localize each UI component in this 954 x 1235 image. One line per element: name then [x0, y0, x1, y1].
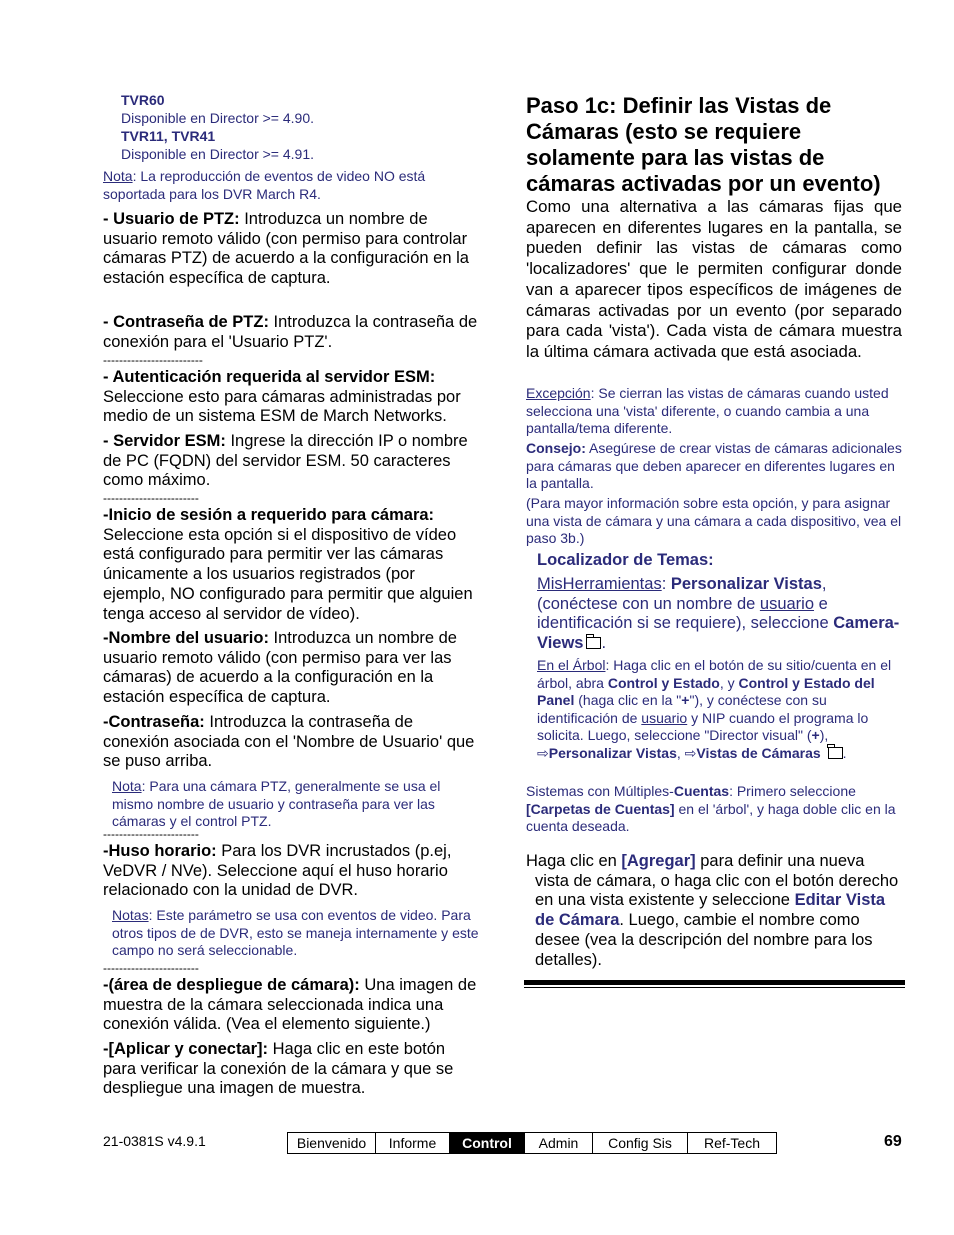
- user-link[interactable]: usuario: [759, 594, 815, 613]
- ptz-pass-item: - Contraseña de PTZ: Introduzca la contraseña de conexión para el 'Usuario PTZ'.: [103, 313, 478, 351]
- footer-nav: [287, 1132, 777, 1154]
- section-heading: Paso 1c: Definir las Vistas de Cámaras (esto se requiere solamente para las vistas de cámaras activadas por un evento): [526, 93, 881, 196]
- plus-label: +: [811, 727, 820, 743]
- plus-label: +: [681, 692, 690, 708]
- locator-path: MisHerramientas: Personalizar Vistas, (conéctese con un nombre de usuario e identificación si se requiere), seleccione Camera-Views .: [537, 575, 900, 653]
- note-r4: [103, 168, 473, 203]
- esm-auth-label: - Autenticación requerida al servidor ESM:: [103, 368, 436, 386]
- user-link[interactable]: usuario: [641, 709, 688, 726]
- separator: ------------------------: [103, 827, 199, 841]
- tree-text: (haga clic en la ": [574, 692, 682, 708]
- intro-paragraph: Como una alternativa a las cámaras fijas que aparecen en diferentes lugares en la pantalla, se pueden definir las vistas de cámaras como 'localizadores' que le permiten configurar donde van a aparecer tipos específicos de imágenes de cámaras activadas por un evento (por separado para cada 'vista'). Cada vista de cámara muestra la última cámara activada que está asociada.: [526, 197, 902, 361]
- exception-text: : Se cierran las vistas de cámaras cuando usted selecciona una 'vista' diferente, o cuando cambia a una pantalla/tema diferente.: [526, 385, 889, 436]
- tip-note: [526, 440, 902, 493]
- timezone-text: Para los DVR incrustados (p.ej, VeDVR / NVe). Seleccione aquí el huso horario relacionado con la unidad de DVR.: [103, 842, 452, 900]
- apply-label: [Aplicar y conectar]:: [108, 1040, 269, 1058]
- separator: -------------------------: [103, 353, 203, 367]
- note-label: Nota: [103, 168, 133, 184]
- tab-ref-tech[interactable]: Ref-Tech: [703, 1135, 761, 1151]
- exception-label: Excepción: [526, 385, 591, 401]
- password-label: Contraseña:: [108, 713, 205, 731]
- esm-auth-item: [103, 368, 481, 427]
- multi-account-note: [526, 783, 902, 836]
- timezone-item: -Huso horario: Para los DVR incrustados (p.ej, VeDVR / NVe). Seleccione aquí el huso horario relacionado con la unidad de DVR.: [103, 842, 452, 900]
- ptz-pass-text: Introduzca la contraseña de conexión para el 'Usuario PTZ'.: [103, 313, 478, 351]
- note-text: : La reproducción de eventos de video NO está soportada para los DVR March R4.: [103, 168, 426, 202]
- separator: ------------------------: [103, 961, 199, 975]
- apply-text: Haga clic en este botón para verificar la conexión de la cámara y que se despliegue una imagen de muestra.: [103, 1040, 454, 1098]
- display-area-label: (área de despliegue de cámara):: [108, 976, 360, 994]
- locator-title: Localizador de Temas:: [537, 551, 714, 569]
- folder-icon: [828, 747, 843, 759]
- tree-text: "), y conéctese con su identificación de: [537, 692, 827, 726]
- model-notes: [121, 92, 481, 163]
- page-number: 69: [884, 1133, 902, 1150]
- tip-text: Asegúrese de crear vistas de cámaras adicionales para cámaras que deben aparecer en diferentes lugares en la pantalla.: [526, 440, 902, 491]
- tip-label: Consejo:: [526, 440, 586, 456]
- tree-text: ),: [819, 727, 829, 743]
- tree-label: En el Árbol: [537, 657, 606, 673]
- divider: [524, 980, 905, 985]
- esm-server-text: Ingrese la dirección IP o nombre de PC (FQDN) del servidor ESM. 50 caracteres como máximo.: [103, 432, 468, 490]
- tree-instructions: En el Árbol: Haga clic en el botón de su sitio/cuenta en el árbol, abra Control y Estado, y Control y Estado del Panel (haga clic en la "+"), y conéctese con su identificación de usuario y NIP cuando el programa lo solicita. Luego, seleccione "Director visual" (+), ⇨Personalizar Vistas, ⇨Vistas de Cámaras .: [537, 657, 892, 761]
- custom-views-label: Personalizar Vistas: [670, 575, 822, 593]
- add-text: Haga clic en: [526, 852, 622, 870]
- note-ptz: [112, 778, 481, 831]
- custom-views-label: Personalizar Vistas: [548, 744, 677, 761]
- control-status-label: Control y Estado: [607, 674, 720, 691]
- note-timezone: [112, 907, 481, 960]
- add-text: para definir una nueva vista de cámara, o haga clic con el botón derecho en una vista existente y seleccione: [535, 852, 899, 910]
- ptz-user-item: - Usuario de PTZ: Introduzca un nombre de usuario remoto válido (con permiso para controlar cámaras PTZ) de acuerdo a la configuración en la estación específica de captura.: [103, 210, 469, 288]
- camera-views-label: Camera-Views: [537, 614, 900, 653]
- display-area-item: -(área de despliegue de cámara): Una imagen de muestra de la cámara seleccionada indica una conexión válida. (Vea el elemento siguiente.): [103, 976, 477, 1034]
- edit-view-label: Editar Vista de Cámara: [535, 891, 886, 930]
- tab-config-sis[interactable]: Config Sis: [593, 1133, 688, 1153]
- add-instructions: [526, 852, 902, 970]
- tvr11-note: Disponible en Director >= 4.91.: [121, 145, 314, 162]
- accounts-label: Cuentas: [673, 783, 730, 799]
- account-folders-label: [Carpetas de Cuentas]: [526, 800, 675, 817]
- note-text: : Este parámetro se usa con eventos de video. Para otros tipos de de DVR, esto se maneja internamente y este campo no será seleccionable.: [112, 907, 479, 958]
- tree-text: y NIP cuando el programa lo solicita. Luego, seleccione "Director visual" (: [537, 709, 869, 743]
- esm-auth-text: Seleccione esto para cámaras administradas por medio de un sistema ESM de March Networks.: [103, 387, 461, 426]
- folder-icon: [586, 637, 601, 649]
- locator-text: e identificación si se requiere), seleccione: [537, 594, 834, 633]
- note-label: Notas: [112, 907, 149, 923]
- tvr11-title: TVR11, TVR41: [121, 128, 216, 144]
- note-text: : Para una cámara PTZ, generalmente se usa el mismo nombre de usuario y contraseña para ver las cámaras y el control PTZ.: [112, 778, 441, 829]
- note-label: Nota: [112, 778, 142, 794]
- mytools-link[interactable]: MisHerramientas: [537, 575, 662, 593]
- multi-text: Sistemas con Múltiples-: [526, 783, 674, 799]
- tree-text: , y: [719, 674, 739, 691]
- login-label: Inicio de sesión a requerido para cámara:: [108, 506, 435, 524]
- login-text: Seleccione esta opción si el dispositivo de vídeo está configurado para permitir ver las cámaras únicamente a los usuarios registrados (por ejemplo, NO configurado para permitir que alguien tenga acceso al servidor de vídeo).: [103, 525, 473, 623]
- username-item: -Nombre del usuario: Introduzca un nombre de usuario remoto válido (con permiso para ver las cámaras) de acuerdo a la configuración en la estación específica de captura.: [103, 629, 457, 707]
- password-item: -Contraseña: Introduzca la contraseña de conexión asociada con el 'Nombre de Usuario' que se puso arriba.: [103, 713, 475, 771]
- password-text: Introduzca la contraseña de conexión asociada con el 'Nombre de Usuario' que se puso arriba.: [103, 713, 475, 771]
- more-info-note: (Para mayor información sobre esta opción, y para asignar una vista de cámara y una cámara a cada dispositivo, vea el paso 3b.): [526, 495, 902, 546]
- login-item: -Inicio de sesión a requerido para cámara: Seleccione esta opción si el dispositivo de vídeo está configurado para permitir ver las cámaras únicamente a los usuarios registrados (por ejemplo, NO configurado para permitir que alguien tenga acceso al servidor de vídeo).: [103, 506, 473, 623]
- tab-control[interactable]: Control: [450, 1133, 525, 1153]
- divider: [524, 987, 905, 988]
- ptz-pass-label: Contraseña de PTZ:: [113, 313, 269, 331]
- locator-text: (conéctese con un nombre de: [537, 594, 760, 613]
- document-id: 21-0381S v4.9.1: [103, 1133, 206, 1149]
- ptz-user-label: Usuario de PTZ:: [113, 210, 240, 228]
- separator: ------------------------: [103, 491, 199, 505]
- tab-informe[interactable]: Informe: [376, 1133, 450, 1153]
- display-area-text: Una imagen de muestra de la cámara seleccionada indica una conexión válida. (Vea el elemento siguiente.): [103, 976, 477, 1034]
- ptz-user-text: Introduzca un nombre de usuario remoto válido (con permiso para controlar cámaras PTZ) de acuerdo a la configuración en la estación específica de captura.: [103, 210, 469, 288]
- add-text: . Luego, cambie el nombre como desee (vea la descripción del nombre para los detalles).: [535, 911, 873, 969]
- tree-text: : Haga clic en el botón de su sitio/cuenta en el árbol, abra: [537, 657, 892, 691]
- esm-server-label: - Servidor ESM:: [103, 432, 226, 450]
- arrow-right-icon: ⇨: [684, 744, 697, 761]
- tvr60-note: Disponible en Director >= 4.90.: [121, 109, 314, 126]
- apply-item: -[Aplicar y conectar]: Haga clic en este botón para verificar la conexión de la cámara y que se despliegue una imagen de muestra.: [103, 1040, 454, 1098]
- tvr60-title: TVR60: [121, 92, 165, 108]
- arrow-right-icon: ⇨: [537, 744, 549, 761]
- timezone-label: Huso horario:: [108, 842, 217, 860]
- control-panel-label: Control y Estado del Panel: [537, 674, 875, 708]
- camera-views-label: Vistas de Cámaras: [696, 744, 821, 761]
- multi-text: : Primero seleccione: [729, 783, 856, 799]
- tab-bienvenido[interactable]: Bienvenido: [288, 1133, 376, 1153]
- add-button-label: [Agregar]: [621, 852, 696, 870]
- tab-admin[interactable]: Admin: [525, 1133, 593, 1153]
- multi-text: en el 'árbol', y haga doble clic en la cuenta deseada.: [526, 800, 896, 834]
- username-label: Nombre del usuario:: [108, 629, 269, 647]
- username-text: Introduzca un nombre de usuario remoto válido (con permiso para ver las cámaras) de acuerdo a la configuración en la estación específica de captura.: [103, 629, 457, 707]
- esm-server-item: [103, 432, 481, 491]
- exception-note: [526, 385, 902, 438]
